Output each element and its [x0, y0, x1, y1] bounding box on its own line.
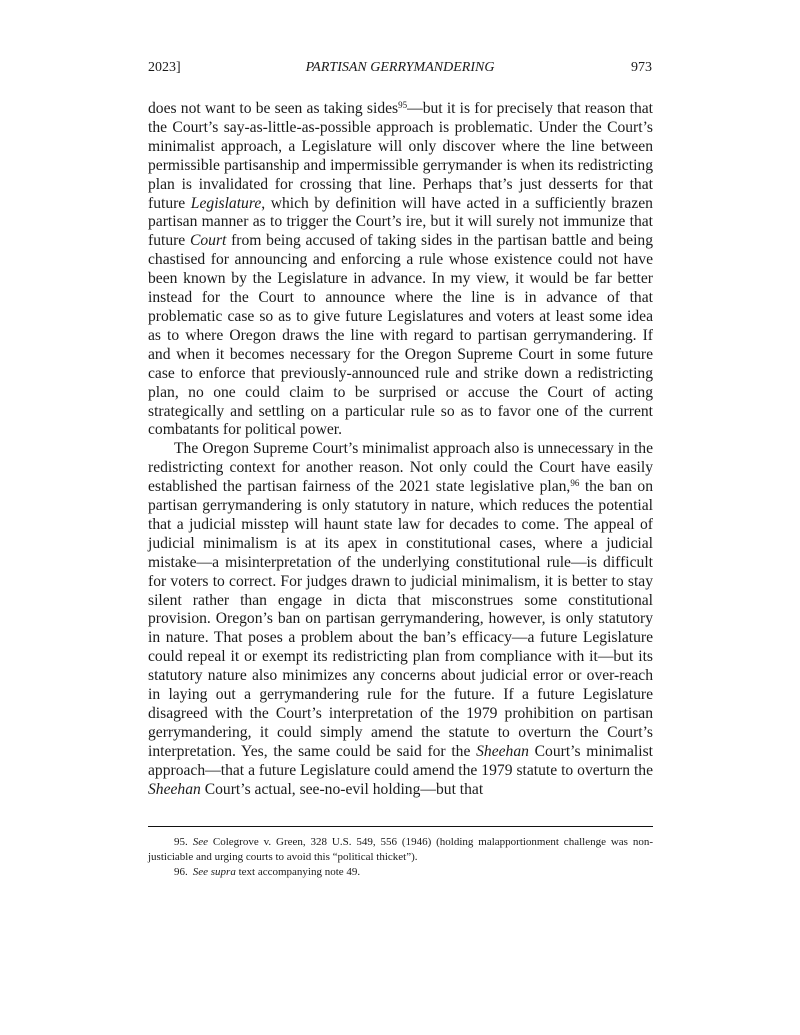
footnote-text: text accompanying note 49.	[235, 866, 361, 878]
header-title: PARTISAN GERRYMANDERING	[305, 60, 495, 75]
paragraph-2: The Oregon Supreme Court’s minimalist approach also is unnecessary in the redistricting context for another reason. Not only could the Court have easily established the partisan fairness of the 2021 state legislative plan,$^{96}$ the ban on partisan gerrymandering is only statutory in nature, which reduces the potential that a judicial misstep will haunt state law for decades to come. The appeal of judicial minimalism is at its apex in constitutional cases, where a judicial mistake—a misinterpretation of the underlying constitutional rule—is difficult for voters to correct. For judges drawn to judicial minimalism, it is better to stay silent rather than engage in dicta that misconstrues some constitutional provision. Oregon’s ban on partisan gerrymandering, however, is only statutory in nature. That poses a problem about the ban’s efficacy—a future Legislature could repeal it or exempt its redistricting plan from compliance with it—but its statutory nature also minimizes any concerns about judicial error or over-reach in laying out a gerrymandering rule for the future. If a future Legislature disagreed with the Court’s interpretation of the 1979 prohibition on partisan gerrymandering, it could simply amend the statute to overturn the Court’s interpretation. Yes, the same could be said for the Sheehan Court’s minimalist approach—that a future Legislature could amend the 1979 statute to overturn the Sheehan Court’s actual, see-no-evil holding—but that	[148, 440, 654, 798]
citation-signal: See supra	[192, 866, 236, 878]
header-page-number: 973	[631, 60, 652, 75]
citation-signal: See	[192, 836, 209, 848]
running-header	[148, 60, 652, 80]
footnote-number: 95.	[174, 836, 188, 848]
paragraph-1: does not want to be seen as taking sides$^{95}$—but it is for precisely that reason that the Court’s say-as-little-as-possible approach is problematic. Under the Court’s minimalist approach, a Legislature will only discover where the line between permissible partisanship and impermissible gerrymander is when its redistricting plan is invalidated for crossing that line. Perhaps that’s just desserts for that future Legislature, which by definition will have acted in a sufficiently brazen partisan manner as to trigger the Court’s ire, but it will surely not immunize that future Court from being accused of taking sides in the partisan battle and being chastised for announcing and enforcing a rule whose existence could not have been known by the Legislature in advance. In my view, it would be far better instead for the Court to announce where the line is in advance of that problematic case so as to give future Legislatures and voters at least some idea as to where Oregon draws the line with regard to partisan gerrymandering. If and when it becomes necessary for the Oregon Supreme Court in some future case to enforce that previously-announced rule and strike down a redistricting plan, no one could claim to be surprised or accuse the Court of acting strategically and settling on a particular rule so as to favor one of the current combatants for political power.	[148, 100, 653, 439]
footnote-ref-95[interactable]: 95	[398, 100, 408, 110]
footnote-96	[148, 865, 653, 880]
header-volume-year: 2023]	[148, 60, 181, 75]
footnote-ref-96[interactable]: 96	[570, 478, 580, 489]
footnote-number: 96.	[174, 866, 188, 878]
footnote-text: Colegrove v. Green, 328 U.S. 549, 556 (1946) (holding malapportionment challenge was non-justiciable and urging courts to avoid this “political thicket”).	[148, 836, 653, 863]
main-text	[148, 100, 653, 800]
footnotes	[148, 835, 653, 880]
footnote-divider	[148, 826, 653, 827]
footnote-95	[148, 835, 653, 865]
